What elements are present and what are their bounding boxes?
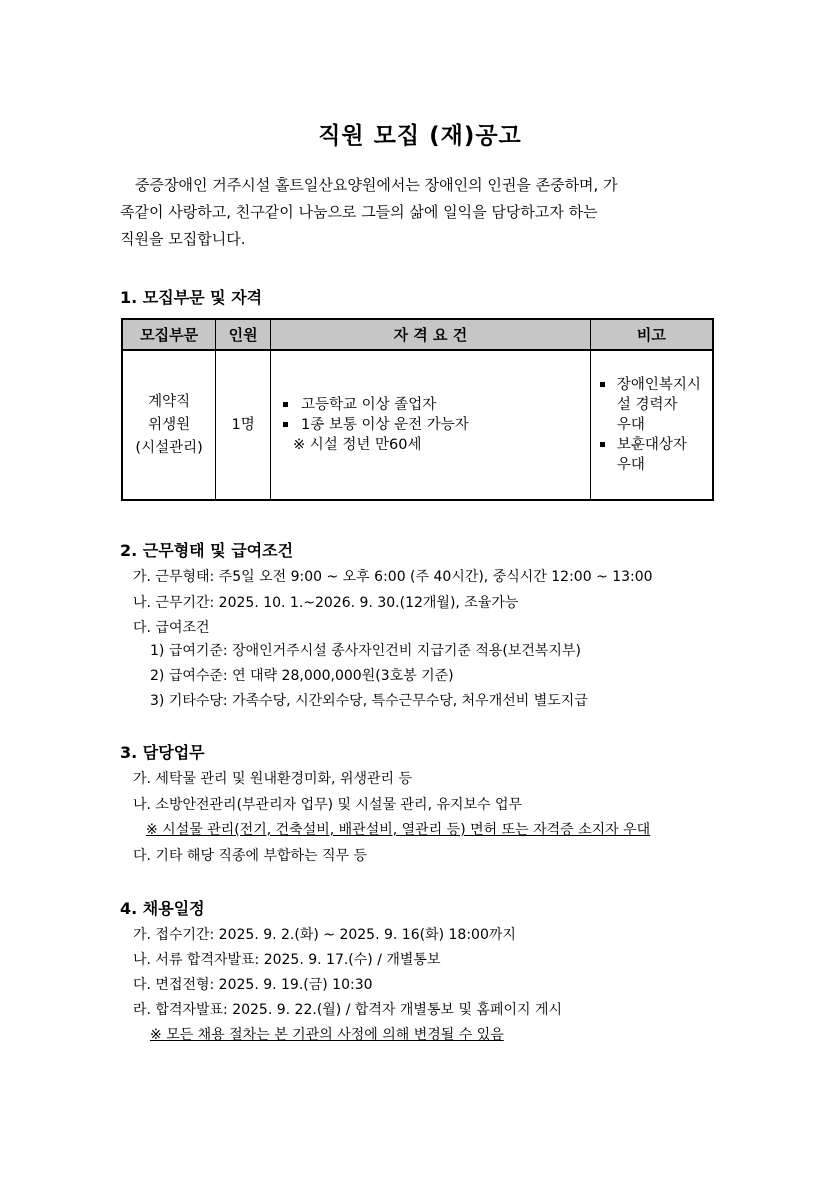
salary-subitem: 1) 급여기준: 장애인거주시설 종사자인건비 지급기준 적용(보건복지부)	[150, 643, 581, 659]
column-header-department: 모집부문	[122, 319, 216, 350]
remark-line: 보훈대상자	[616, 437, 687, 453]
schedule-item: 라. 합격자발표: 2025. 9. 22.(월) / 합격자 개별통보 및 홈페이지 게시	[133, 1002, 563, 1018]
remark-line: 장애인복지시	[616, 377, 701, 393]
cell-requirements	[271, 350, 591, 500]
table-header-row	[122, 319, 713, 350]
column-header-count: 인원	[216, 319, 271, 350]
cell-department	[122, 350, 216, 500]
duty-item: 가. 세탁물 관리 및 원내환경미화, 위생관리 등	[133, 771, 413, 787]
section-heading-schedule: 4. 채용일정	[120, 899, 205, 918]
remark-line: 설 경력자	[616, 397, 678, 413]
cell-count: 1명	[216, 350, 271, 500]
remark-item	[591, 435, 712, 475]
requirement-item: 1종 보통 이상 운전 가능자	[271, 415, 590, 435]
requirement-item: 고등학교 이상 졸업자	[271, 395, 590, 415]
requirement-note: ※ 시설 정년 만60세	[293, 437, 422, 453]
recruitment-table	[121, 318, 714, 501]
intro-line: 중증장애인 거주시설 홀트일산요양원에서는 장애인의 인권을 존중하며, 가	[135, 176, 618, 194]
section-heading-duties: 3. 담당업무	[120, 743, 205, 762]
duty-item: 나. 소방안전관리(부관리자 업무) 및 시설물 관리, 유지보수 업무	[133, 797, 523, 813]
schedule-item: 다. 면접전형: 2025. 9. 19.(금) 10:30	[133, 977, 373, 993]
department-line: 위생원	[148, 416, 191, 433]
schedule-item: 나. 서류 합격자발표: 2025. 9. 17.(수) / 개별통보	[133, 952, 441, 968]
remark-line: 우대	[616, 417, 645, 433]
cell-remarks	[590, 350, 713, 500]
department-line: 계약직	[148, 393, 191, 410]
intro-line: 직원을 모집합니다.	[120, 230, 246, 248]
page-title: 직원 모집 (재)공고	[318, 123, 522, 149]
duty-note: ※ 시설물 관리(전기, 건축설비, 배관설비, 열관리 등) 면허 또는 자격증 소지자 우대	[146, 822, 651, 838]
schedule-item: 가. 접수기간: 2025. 9. 2.(화) ~ 2025. 9. 16(화) 18:00까지	[133, 927, 516, 943]
column-header-remarks: 비고	[590, 319, 713, 350]
work-item: 다. 급여조건	[133, 620, 210, 636]
salary-subitem: 3) 기타수당: 가족수당, 시간외수당, 특수근무수당, 처우개선비 별도지급	[150, 693, 588, 709]
duty-item: 다. 기타 해당 직종에 부합하는 직무 등	[133, 848, 368, 864]
remark-line: 우대	[616, 457, 645, 473]
column-header-requirements: 자 격 요 건	[271, 319, 591, 350]
intro-paragraph	[120, 172, 720, 253]
salary-subitem: 2) 급여수준: 연 대략 28,000,000원(3호봉 기준)	[150, 668, 454, 684]
department-line: (시설관리)	[135, 439, 203, 456]
table-row	[122, 350, 713, 500]
section-heading-work-conditions: 2. 근무형태 및 급여조건	[120, 541, 294, 560]
remark-item	[591, 375, 712, 435]
work-item: 가. 근무형태: 주5일 오전 9:00 ~ 오후 6:00 (주 40시간), 중식시간 12:00 ~ 13:00	[133, 569, 653, 585]
intro-line: 족같이 사랑하고, 친구같이 나눔으로 그들의 삶에 일익을 담당하고자 하는	[120, 203, 598, 221]
section-heading-recruitment: 1. 모집부문 및 자격	[120, 288, 263, 307]
schedule-note: ※ 모든 채용 절차는 본 기관의 사정에 의해 변경될 수 있음	[150, 1027, 504, 1043]
work-item: 나. 근무기간: 2025. 10. 1.~2026. 9. 30.(12개월), 조율가능	[133, 595, 519, 611]
